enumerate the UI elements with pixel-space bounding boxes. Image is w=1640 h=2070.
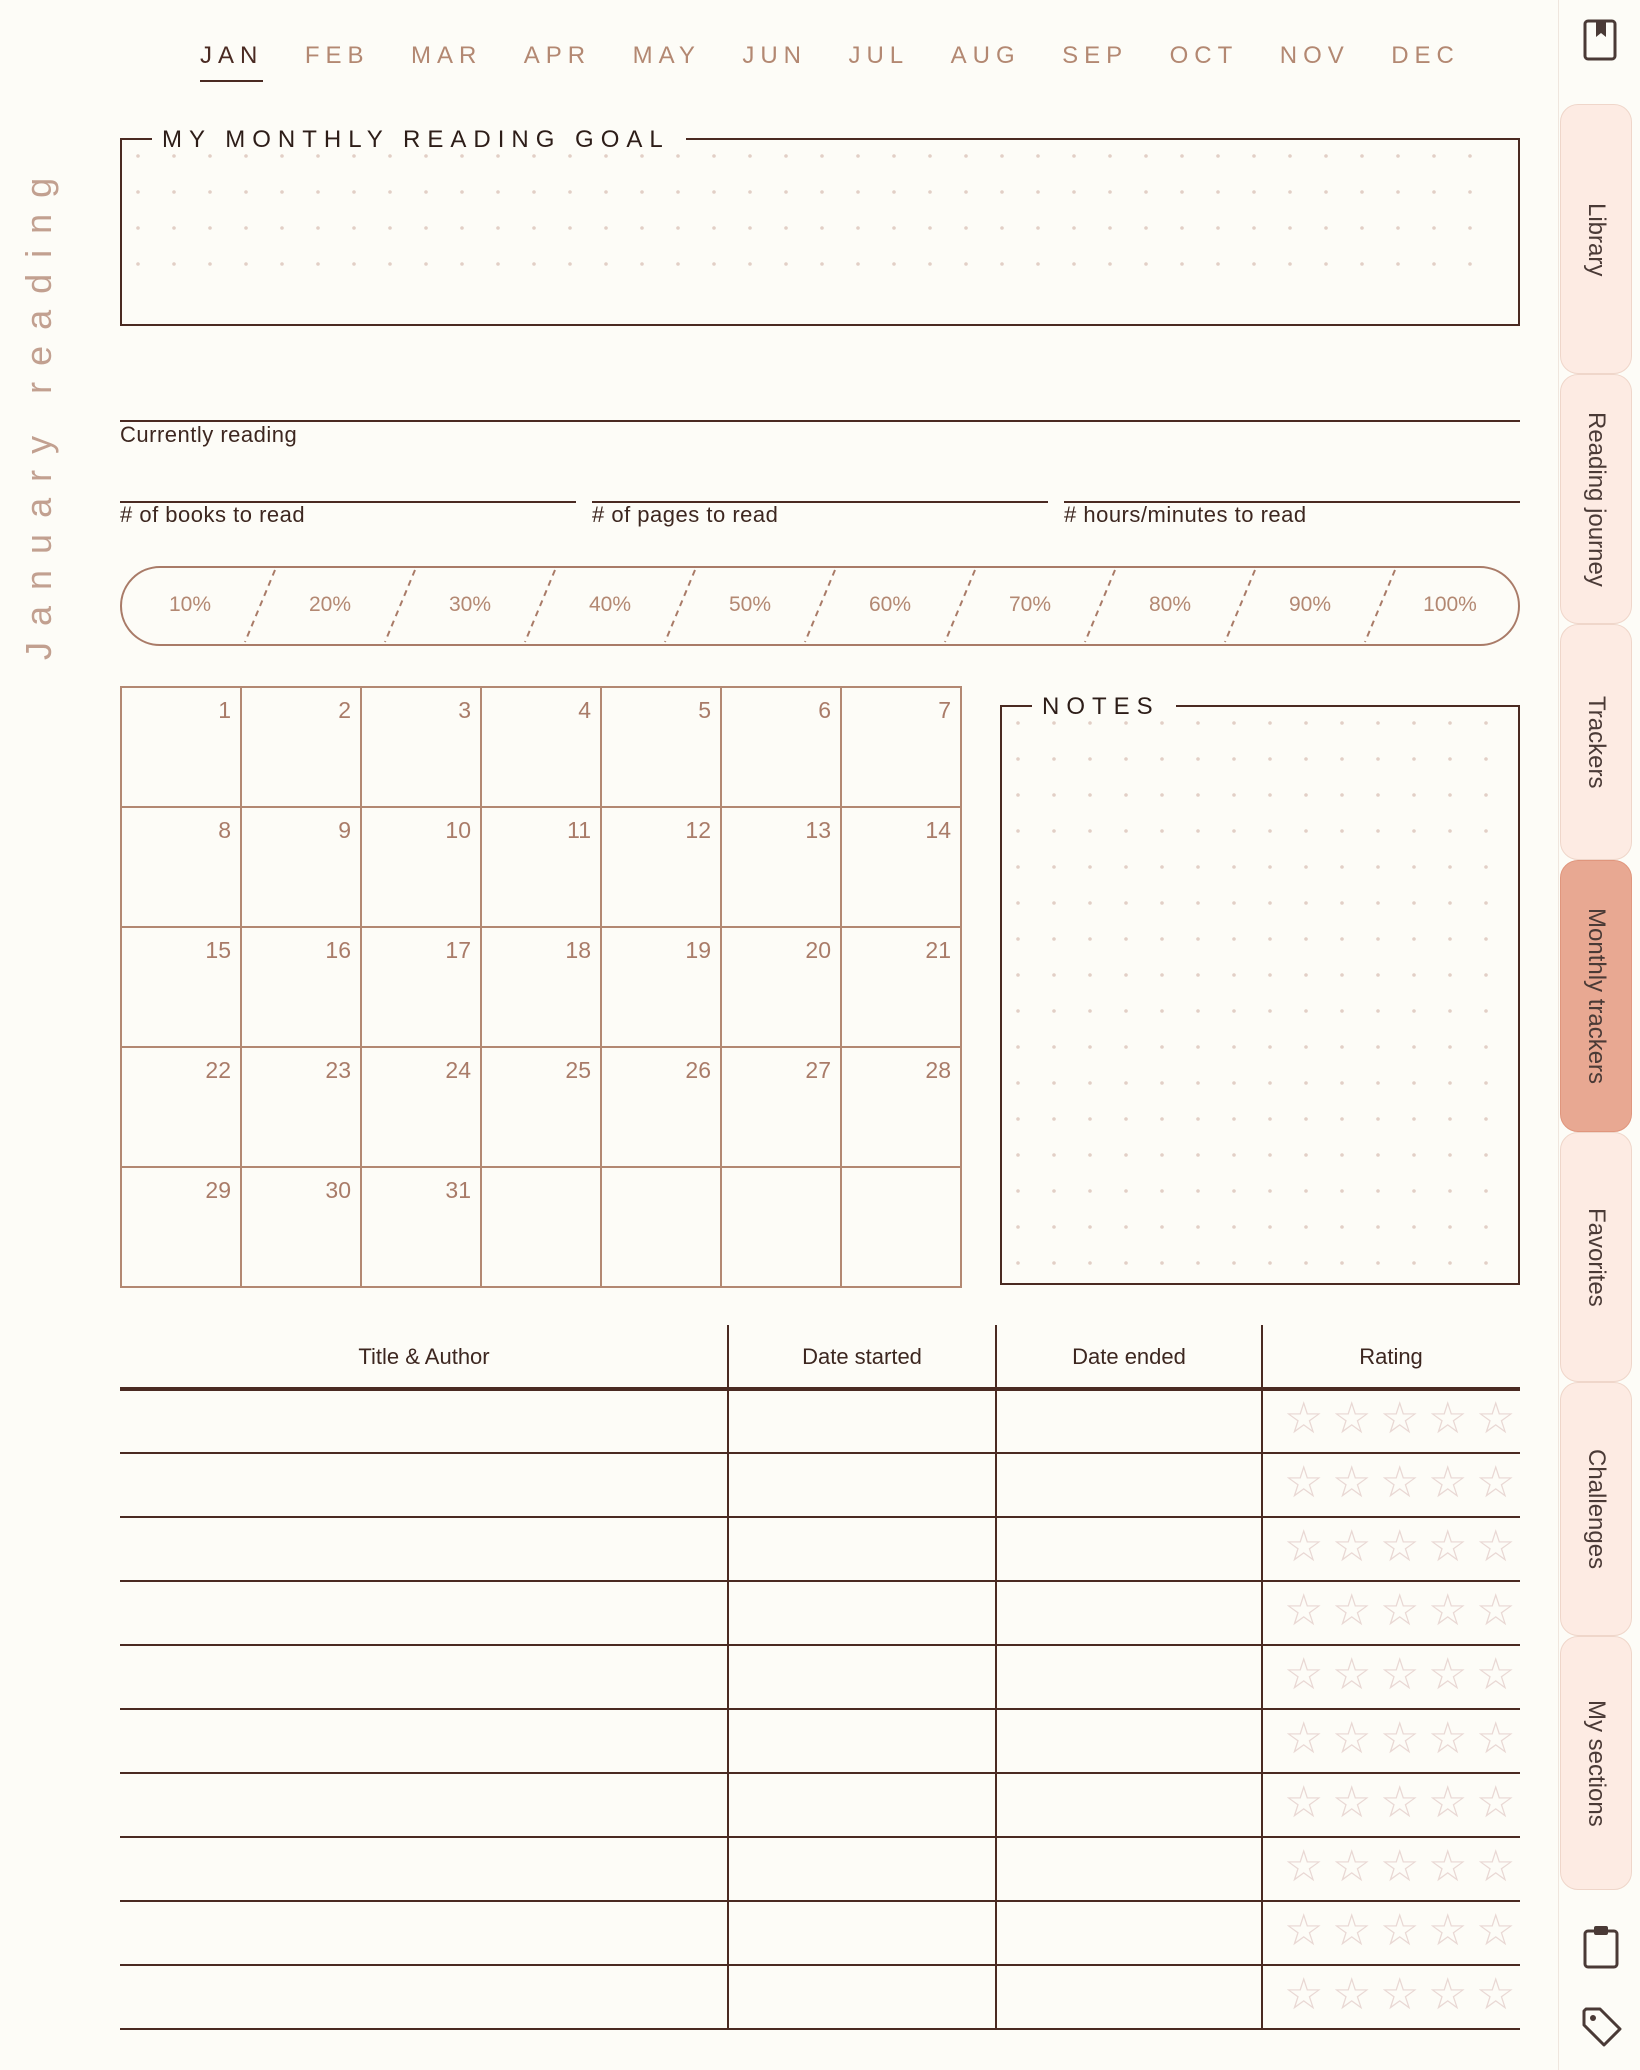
calendar-day-number: 25 [565,1057,591,1083]
rating-star-icon[interactable]: ☆ [1332,1650,1372,1699]
hours-to-read-label: # hours/minutes to read [1064,502,1307,527]
rating-star-icon[interactable]: ☆ [1428,1970,1468,2019]
title-author-cell[interactable] [120,1647,728,1707]
calendar-day-number: 15 [205,937,231,963]
calendar-day-number: 28 [925,1057,951,1083]
calendar-day-number: 18 [565,937,591,963]
rating-star-icon[interactable]: ☆ [1332,1778,1372,1827]
calendar-day-number: 1 [218,697,231,723]
header-title-author: Title & Author [358,1344,490,1369]
month-jan[interactable]: JAN [200,42,263,82]
rating-star-icon[interactable]: ☆ [1476,1714,1516,1763]
date-ended-cell[interactable] [996,1455,1262,1515]
title-author-cell[interactable] [120,1711,728,1771]
rating-star-icon[interactable]: ☆ [1332,1522,1372,1571]
rating-star-icon[interactable]: ☆ [1380,1394,1420,1443]
title-author-cell[interactable] [120,1775,728,1835]
rating-star-icon[interactable]: ☆ [1476,1458,1516,1507]
calendar-cell[interactable] [841,1167,959,1285]
rating-star-icon[interactable]: ☆ [1380,1778,1420,1827]
rating-star-icon[interactable]: ☆ [1476,1842,1516,1891]
calendar-day-number: 3 [458,697,471,723]
calendar-day-number: 24 [445,1057,471,1083]
reading-goal-title: MY MONTHLY READING GOAL [152,126,686,154]
rating-star-icon[interactable]: ☆ [1428,1842,1468,1891]
progress-segment-4[interactable]: 40% [588,593,632,616]
title-author-cell[interactable] [120,1391,728,1451]
month-may[interactable]: MAY [632,42,701,69]
rating-star-icon[interactable]: ☆ [1284,1714,1324,1763]
rating-star-icon[interactable]: ☆ [1380,1906,1420,1955]
rating-star-icon[interactable]: ☆ [1380,1458,1420,1507]
rating-star-icon[interactable]: ☆ [1476,1394,1516,1443]
title-author-cell[interactable] [120,1839,728,1899]
calendar-day-number: 14 [925,817,951,843]
date-ended-cell[interactable] [996,1903,1262,1963]
bookmark-icon[interactable] [1582,18,1618,62]
calendar-day-number: 19 [685,937,711,963]
month-dec[interactable]: DEC [1391,42,1460,69]
currently-reading-line[interactable] [120,420,1520,422]
calendar-day-number: 8 [218,817,231,843]
tab-label: Challenges [1583,1449,1610,1570]
calendar-day-number: 27 [805,1057,831,1083]
month-nov[interactable]: NOV [1279,42,1350,69]
header-date-ended: Date ended [1072,1344,1186,1369]
calendar-day-number: 20 [805,937,831,963]
tab-reading-journey[interactable] [1560,374,1632,624]
tab-label: Library [1583,202,1610,276]
rating-star-icon[interactable]: ☆ [1284,1586,1324,1635]
date-ended-cell[interactable] [996,1647,1262,1707]
currently-reading-label: Currently reading [120,422,298,447]
tag-icon[interactable] [1580,2005,1624,2049]
rating-star-icon[interactable]: ☆ [1284,1970,1324,2019]
rating-star-icon[interactable]: ☆ [1284,1778,1324,1827]
month-mar[interactable]: MAR [410,42,483,69]
calendar-cell[interactable] [721,1167,839,1285]
date-ended-cell[interactable] [996,1775,1262,1835]
date-started-cell[interactable] [728,1455,996,1515]
calendar-day-number: 29 [205,1177,231,1203]
notes-title: NOTES [1032,693,1176,721]
month-apr[interactable]: APR [523,42,592,69]
calendar-day-number: 30 [325,1177,351,1203]
title-author-cell[interactable] [120,1583,728,1643]
calendar-day-number: 13 [805,817,831,843]
calendar-day-number: 10 [445,817,471,843]
books-to-read-label: # of books to read [120,502,306,527]
month-jul[interactable]: JUL [848,42,910,69]
rating-star-icon[interactable]: ☆ [1284,1842,1324,1891]
tab-label: My sections [1583,1699,1610,1827]
pages-to-read-label: # of pages to read [592,502,779,527]
progress-segment-9[interactable]: 90% [1288,593,1332,616]
calendar-day-number: 9 [338,817,351,843]
calendar-day-number: 6 [818,697,831,723]
rating-star-icon[interactable]: ☆ [1428,1778,1468,1827]
tab-monthly-trackers[interactable] [1560,860,1632,1132]
rating-star-icon[interactable]: ☆ [1476,1778,1516,1827]
rating-star-icon[interactable]: ☆ [1428,1906,1468,1955]
title-author-cell[interactable] [120,1519,728,1579]
month-aug[interactable]: AUG [950,42,1021,69]
rating-star-icon[interactable]: ☆ [1380,1586,1420,1635]
progress-segment-2[interactable]: 20% [308,593,352,616]
progress-segment-6[interactable]: 60% [868,593,912,616]
calendar-cell[interactable] [601,1167,719,1285]
rating-star-icon[interactable]: ☆ [1428,1586,1468,1635]
tab-label: Trackers [1583,696,1610,789]
tab-label: Monthly trackers [1583,908,1610,1085]
rating-star-icon[interactable]: ☆ [1428,1650,1468,1699]
tab-label: Reading journey [1583,411,1610,587]
date-ended-cell[interactable] [996,1711,1262,1771]
date-ended-cell[interactable] [996,1967,1262,2027]
rating-star-icon[interactable]: ☆ [1332,1970,1372,2019]
rating-star-icon[interactable]: ☆ [1476,1906,1516,1955]
header-date-started: Date started [802,1344,922,1369]
page-title: January reading [18,161,59,660]
calendar-day-number: 7 [938,697,951,723]
rating-star-icon[interactable]: ☆ [1476,1970,1516,2019]
rating-star-icon[interactable]: ☆ [1380,1522,1420,1571]
calendar-day-number: 5 [698,697,711,723]
progress-segment-1[interactable]: 10% [168,593,212,616]
calendar-day-number: 26 [685,1057,711,1083]
calendar-day-number: 22 [205,1057,231,1083]
rating-star-icon[interactable]: ☆ [1476,1650,1516,1699]
calendar-day-number: 21 [925,937,951,963]
date-started-cell[interactable] [728,1519,996,1579]
notes-dot-grid [1000,705,1520,1285]
rating-star-icon[interactable]: ☆ [1476,1586,1516,1635]
rating-star-icon[interactable]: ☆ [1332,1842,1372,1891]
rating-star-icon[interactable]: ☆ [1284,1906,1324,1955]
rating-star-icon[interactable]: ☆ [1380,1650,1420,1699]
rating-star-icon[interactable]: ☆ [1284,1394,1324,1443]
date-started-cell[interactable] [728,1711,996,1771]
progress-segment-10[interactable]: 100% [1423,593,1477,616]
date-started-cell[interactable] [728,1903,996,1963]
rating-star-icon[interactable]: ☆ [1332,1394,1372,1443]
date-ended-cell[interactable] [996,1839,1262,1899]
date-ended-cell[interactable] [996,1519,1262,1579]
rating-star-icon[interactable]: ☆ [1380,1842,1420,1891]
rating-star-icon[interactable]: ☆ [1380,1714,1420,1763]
rating-star-icon[interactable]: ☆ [1284,1522,1324,1571]
header-rating: Rating [1359,1344,1423,1369]
rating-star-icon[interactable]: ☆ [1332,1714,1372,1763]
calendar-day-number: 16 [325,937,351,963]
calendar-day-number: 4 [578,697,591,723]
date-started-cell[interactable] [728,1583,996,1643]
progress-segment-3[interactable]: 30% [448,593,492,616]
rating-star-icon[interactable]: ☆ [1476,1522,1516,1571]
calendar-day-number: 23 [325,1057,351,1083]
rating-star-icon[interactable]: ☆ [1284,1458,1324,1507]
calendar-day-number: 31 [445,1177,471,1203]
rating-star-icon[interactable]: ☆ [1332,1906,1372,1955]
rating-star-icon[interactable]: ☆ [1428,1458,1468,1507]
month-feb[interactable]: FEB [304,42,370,69]
calendar-day-number: 11 [567,817,591,843]
clipboard-icon[interactable] [1582,1924,1620,1970]
tab-favorites[interactable] [1560,1132,1632,1382]
rating-star-icon[interactable]: ☆ [1380,1970,1420,2019]
tab-label: Favorites [1583,1207,1610,1307]
date-started-cell[interactable] [728,1839,996,1899]
calendar-day-number: 17 [445,937,471,963]
date-started-cell[interactable] [728,1391,996,1451]
goal-dot-grid [120,138,1520,326]
rating-star-icon[interactable]: ☆ [1284,1650,1324,1699]
rating-star-icon[interactable]: ☆ [1332,1586,1372,1635]
month-jun[interactable]: JUN [742,42,807,69]
date-ended-cell[interactable] [996,1583,1262,1643]
calendar-day-number: 12 [685,817,711,843]
date-ended-cell[interactable] [996,1391,1262,1451]
calendar-cell[interactable] [481,1167,599,1285]
date-started-cell[interactable] [728,1647,996,1707]
progress-segment-8[interactable]: 80% [1148,593,1192,616]
rating-star-icon[interactable]: ☆ [1428,1714,1468,1763]
tab-library[interactable] [1560,104,1632,374]
rating-star-icon[interactable]: ☆ [1428,1522,1468,1571]
progress-segment-5[interactable]: 50% [728,593,772,616]
date-started-cell[interactable] [728,1775,996,1835]
progress-segment-7[interactable]: 70% [1008,593,1052,616]
date-started-cell[interactable] [728,1967,996,2027]
rating-star-icon[interactable]: ☆ [1332,1458,1372,1507]
title-author-cell[interactable] [120,1903,728,1963]
rating-star-icon[interactable]: ☆ [1428,1394,1468,1443]
calendar-day-number: 2 [338,697,351,723]
tab-trackers[interactable] [1560,624,1632,860]
tab-challenges[interactable] [1560,1382,1632,1636]
tab-my-sections[interactable] [1560,1636,1632,1890]
title-author-cell[interactable] [120,1455,728,1515]
title-author-cell[interactable] [120,1967,728,2027]
month-nav [200,42,1460,82]
month-oct[interactable]: OCT [1169,42,1239,69]
month-sep[interactable]: SEP [1062,42,1129,69]
